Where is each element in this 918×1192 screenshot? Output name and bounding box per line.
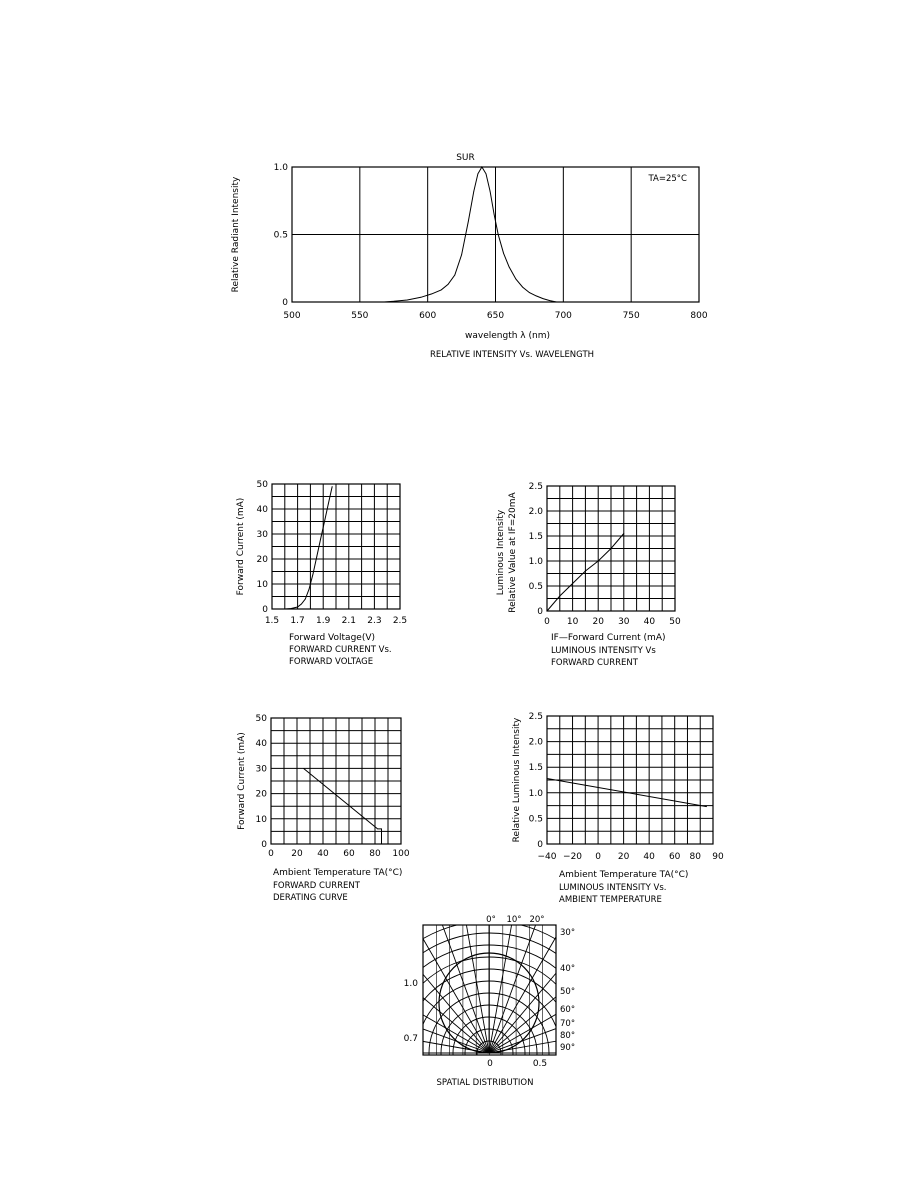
angle-label: 30° [560, 928, 576, 938]
data-point [454, 275, 455, 276]
y-tick-label: 1.5 [528, 763, 543, 774]
y-tick-label: 40 [256, 505, 268, 515]
data-point [468, 221, 469, 222]
y-tick-label: 0.5 [528, 582, 543, 592]
chart-caption: RELATIVE INTENSITY Vs. WAVELENGTH [429, 350, 595, 360]
x-tick-label: 1.5 [264, 616, 280, 626]
y-tick-label: 1.5 [528, 532, 543, 542]
y-tick-label: 30 [256, 530, 268, 540]
data-point [297, 607, 298, 608]
data-point [381, 844, 382, 845]
angle-label: 20° [529, 915, 545, 925]
data-point [598, 561, 599, 562]
data-point [509, 267, 510, 268]
y-tick-label: 2.5 [528, 482, 543, 492]
chart-caption: FORWARD CURRENT Vs. [289, 645, 392, 655]
data-point [556, 302, 557, 303]
x-tick-label: 80 [689, 852, 701, 862]
y-tick-label: 1.0 [273, 163, 288, 173]
y-tick-label: 0 [282, 298, 288, 308]
data-point [381, 828, 382, 829]
data-point [309, 589, 310, 590]
polar-spoke [489, 953, 662, 1053]
y-tick-label: 0 [537, 840, 543, 850]
x-tick-label: 80 [369, 849, 381, 859]
x-tick-label: 500 [283, 311, 301, 321]
data-point [305, 599, 306, 600]
data-point [420, 297, 421, 298]
data-point [301, 604, 302, 605]
data-point [706, 806, 707, 807]
y-tick-label: 0.5 [528, 814, 543, 825]
chart-iv [236, 480, 407, 667]
y-tick-label: 2.0 [528, 507, 543, 517]
chart-caption: DERATING CURVE [273, 893, 348, 903]
x-axis-label: Ambient Temperature TA(°C) [273, 868, 403, 878]
y-tick-label: 1.0 [528, 788, 543, 799]
data-point [377, 828, 378, 829]
data-point [522, 287, 523, 288]
x-tick-label: 50 [669, 617, 681, 627]
data-point [473, 191, 474, 192]
data-point [529, 292, 530, 293]
data-point [303, 768, 304, 769]
y-axis-label: Relative Luminous Intensity [512, 717, 522, 843]
chart-caption: FORWARD CURRENT [551, 658, 638, 668]
x-tick-label: 800 [690, 311, 708, 321]
y-tick-label: 2.0 [528, 737, 543, 748]
y-tick-label: 2.5 [528, 712, 543, 722]
data-point [486, 173, 487, 174]
data-point [461, 254, 462, 255]
y-tick-label: 20 [255, 789, 267, 800]
radial-label: 0.7 [403, 1034, 418, 1044]
data-point [611, 548, 612, 549]
data-point [490, 191, 491, 192]
y-tick-label: 20 [256, 555, 268, 565]
x-tick-label: 2.3 [367, 616, 382, 626]
radial-label: 0 [487, 1059, 493, 1069]
x-tick-label: 20 [617, 852, 630, 862]
chart-caption: FORWARD VOLTAGE [289, 657, 374, 667]
x-tick-label: 10 [566, 617, 579, 627]
x-tick-label: 0 [268, 849, 274, 859]
data-point [547, 778, 548, 779]
chart-title: SUR [456, 153, 475, 163]
data-point [407, 300, 408, 301]
data-point [623, 533, 624, 534]
angle-label: 10° [506, 915, 522, 925]
angle-label: 40° [560, 964, 576, 974]
chart-caption: SPATIAL DISTRIBUTION [436, 1078, 534, 1088]
x-tick-label: 700 [554, 311, 572, 321]
y-axis-label: Relative Value at IF=20mA [508, 492, 518, 613]
y-tick-label: 1.0 [528, 557, 543, 567]
data-point [477, 173, 478, 174]
y-tick-label: 50 [256, 480, 268, 490]
x-tick-label: 90 [712, 852, 724, 862]
y-axis-label: Forward Current (mA) [236, 497, 246, 596]
y-tick-label: 0 [261, 840, 267, 850]
data-point [559, 596, 560, 597]
data-point [515, 279, 516, 280]
data-point [585, 571, 586, 572]
data-point [543, 298, 544, 299]
data-point [494, 214, 495, 215]
chart-caption: FORWARD CURRENT [273, 881, 360, 891]
data-point [384, 302, 385, 303]
data-point [431, 294, 432, 295]
data-point [536, 296, 537, 297]
y-tick-label: 50 [255, 714, 267, 724]
x-tick-label: 20 [291, 849, 303, 859]
x-tick-label: 2.1 [341, 616, 356, 626]
data-point [572, 583, 573, 584]
x-tick-label: 2.5 [392, 616, 408, 626]
y-tick-label: 40 [255, 739, 267, 750]
x-tick-label: 40 [643, 617, 656, 627]
y-tick-label: 10 [255, 814, 267, 825]
x-tick-label: −40 [537, 852, 557, 862]
radial-label: 1.0 [403, 979, 418, 989]
x-axis-label: Forward Voltage(V) [289, 633, 375, 643]
x-tick-label: 0 [595, 852, 601, 862]
y-axis-label: Relative Radiant Intensity [231, 176, 241, 293]
data-point [284, 609, 285, 610]
radial-label: 0.5 [532, 1059, 548, 1069]
data-point [482, 167, 483, 168]
data-point [503, 253, 504, 254]
x-tick-label: 650 [486, 311, 505, 321]
data-point [313, 574, 314, 575]
x-tick-label: 60 [668, 852, 681, 862]
x-tick-label: 20 [592, 617, 604, 627]
angle-label: 80° [560, 1031, 576, 1041]
y-tick-label: 0 [537, 607, 543, 617]
x-tick-label: 60 [343, 849, 355, 859]
chart-lum_vs_temp [512, 712, 724, 905]
data-point [332, 486, 333, 487]
x-tick-label: 100 [392, 849, 410, 859]
data-point [320, 539, 321, 540]
y-tick-label: 0 [262, 605, 268, 615]
data-point [393, 301, 394, 302]
chart-derating [237, 714, 410, 903]
x-tick-label: 40 [643, 852, 655, 862]
x-axis-label: IF—Forward Current (mA) [551, 633, 666, 643]
chart-caption: LUMINOUS INTENSITY Vs [551, 646, 656, 656]
y-axis-label: Luminous Intensity [496, 509, 506, 596]
x-tick-label: 0 [544, 617, 550, 627]
y-tick-label: 10 [256, 580, 268, 590]
x-tick-label: 1.9 [316, 616, 331, 626]
x-axis-label: wavelength λ (nm) [465, 331, 550, 341]
angle-label: 90° [560, 1043, 576, 1053]
y-axis-label: Forward Current (mA) [237, 732, 247, 830]
chart-caption: AMBIENT TEMPERATURE [559, 895, 662, 905]
x-axis-label: Ambient Temperature TA(°C) [559, 870, 689, 880]
x-tick-label: −20 [563, 852, 583, 862]
data-point [547, 611, 548, 612]
x-tick-label: 600 [419, 311, 437, 321]
x-tick-label: 550 [351, 311, 369, 321]
chart-caption: LUMINOUS INTENSITY Vs. [559, 883, 667, 893]
angle-label: 60° [560, 1005, 576, 1015]
data-point [498, 234, 499, 235]
data-point [324, 521, 325, 522]
x-tick-label: 40 [317, 849, 329, 859]
x-tick-label: 1.7 [290, 616, 305, 626]
angle-label: 70° [560, 1019, 576, 1029]
angle-label: 50° [560, 987, 576, 997]
temperature-annotation: TA=25°C [648, 174, 687, 184]
y-tick-label: 30 [255, 764, 267, 775]
chart-spectrum [231, 153, 708, 360]
series-line [285, 487, 332, 610]
data-point [448, 284, 449, 285]
angle-label: 0° [486, 915, 496, 925]
data-point [328, 504, 329, 505]
data-point [441, 289, 442, 290]
chart-lum_vs_if [496, 482, 681, 668]
y-tick-label: 0.5 [273, 230, 288, 241]
data-point [316, 556, 317, 557]
x-tick-label: 30 [618, 617, 630, 627]
x-tick-label: 750 [622, 311, 640, 321]
data-point [291, 608, 292, 609]
data-point [549, 300, 550, 301]
